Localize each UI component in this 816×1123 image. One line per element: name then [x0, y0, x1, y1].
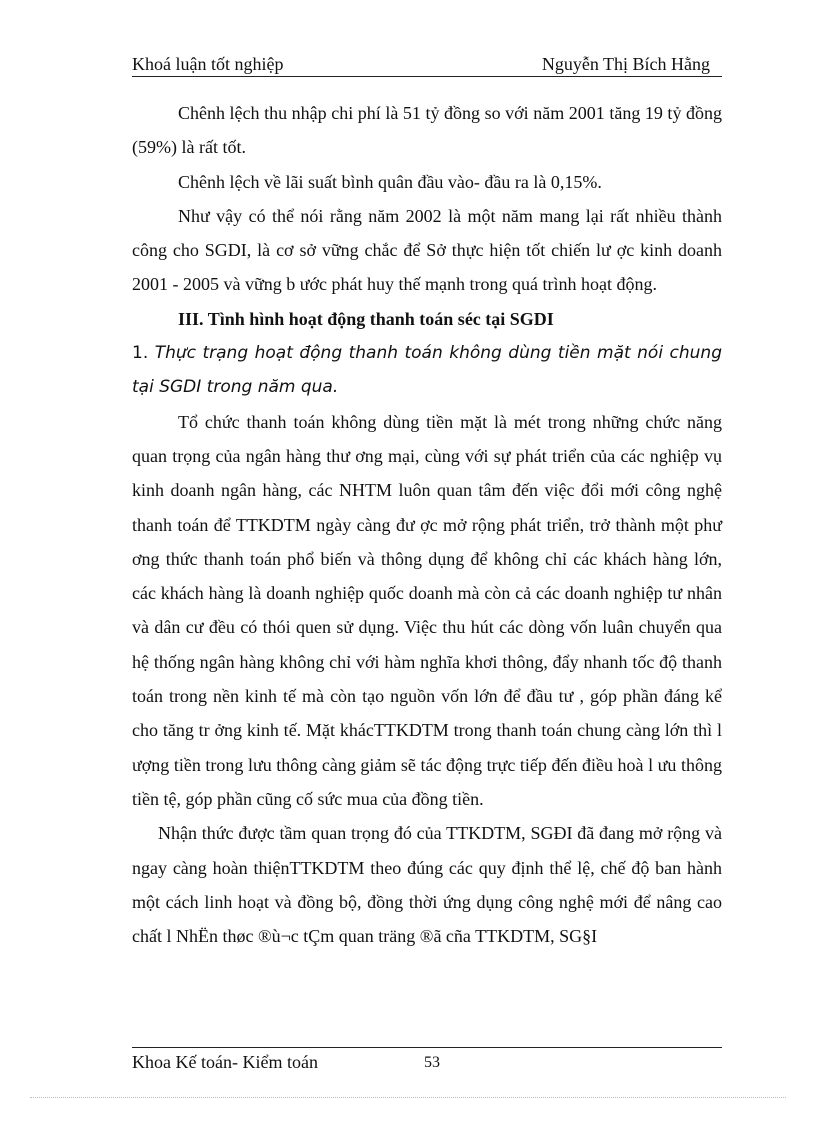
page-footer: [132, 1047, 722, 1074]
footer-faculty: Khoa Kế toán- Kiểm toán: [132, 1052, 318, 1072]
paragraph-interest-spread: Chênh lệch về lãi suất bình quân đầu vào- đầu ra là 0,15%.: [178, 171, 602, 192]
header-thesis-title: Khoá luận tốt nghiệp: [132, 54, 284, 74]
page-number: 53: [424, 1054, 440, 1071]
paragraph-summary-2002: Như vậy có thể nói rằng năm 2002 là một năm mang lại rất nhiều thành công cho SGDI, là cơ sở vững chắc để Sở thực hiện tốt chiến lư ợc kinh doanh 2001 - 2005 và vững b ước phát huy thế mạnh trong quá trình hoạt động.: [132, 205, 722, 295]
header-author-name: Nguyễn Thị Bích Hằng: [541, 54, 710, 74]
paragraph-income-expense: Chênh lệch thu nhập chi phí là 51 tỷ đồng so với năm 2001 tăng 19 tỷ đồng (59%) là rất tốt.: [132, 103, 722, 158]
subsection-heading: [132, 336, 722, 405]
section-heading: III. Tình hình hoạt động thanh toán séc tại SGDI: [178, 308, 554, 329]
subsection-number: 1.: [132, 343, 155, 364]
paragraph-awareness: Nhận thức được tầm quan trọng đó của TTKDTM, SGĐI đã đang mở rộng và ngay càng hoàn thiệnTTKDTM theo đúng các quy định thể lệ, chế độ ban hành một cách linh hoạt và đồng bộ, đồng thời ứng dụng công nghệ mới để nâng cao chất l NhËn thøc ®ù¬c tÇm quan träng ®ã cña TTKDTM, SG§I: [132, 823, 722, 947]
page-bottom-divider: [30, 1097, 786, 1098]
paragraph-non-cash-payment: Tổ chức thanh toán không dùng tiền mặt là mét trong những chức năng quan trọng của ngân hàng thư ơng mại, cùng với sự phát triển của các nghiệp vụ kinh doanh ngân hàng, các NHTM luôn quan tâm đến việc đổi mới công nghệ thanh toán để TTKDTM ngày càng đư ợc mở rộng phát triển, trở thành một phư ơng thức thanh toán phổ biến và thông dụng để không chỉ các khách hàng lớn, các khách hàng là doanh nghiệp quốc doanh mà còn cả các doanh nghiệp tư nhân và dân cư đều có thói quen sử dụng. Việc thu hút các dòng vốn luân chuyển qua hệ thống ngân hàng không chỉ với hàm nghĩa khơi thông, đẩy nhanh tốc độ thanh toán trong nền kinh tế mà còn tạo nguồn vốn lớn để đầu tư , góp phần đáng kể cho tăng tr ởng kinh tế. Mặt khácTTKDTM trong thanh toán chung càng lớn thì l ượng tiền trong lưu thông càng giảm sẽ tác động trực tiếp đến điều hoà l ưu thông tiền tệ, góp phần cũng cố sức mua của đồng tiền.: [132, 411, 722, 809]
page-body: [132, 96, 722, 953]
page-header: [132, 52, 722, 77]
subsection-title: Thực trạng hoạt động thanh toán không dùng tiền mặt nói chung tại SGDI trong năm qua.: [132, 343, 723, 398]
